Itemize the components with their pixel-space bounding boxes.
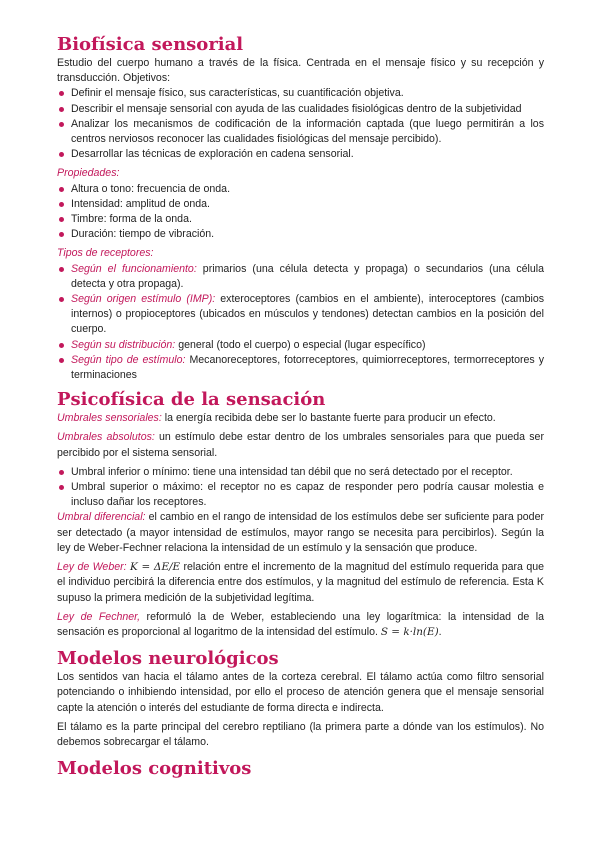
bullet-icon [59, 232, 64, 237]
list-item: Analizar los mecanismos de codificación de la información captada (que luego permitirán a los centros nerviosos reconocer las cualidades fisiológicas del mensaje percibido). [57, 117, 544, 147]
list-item: Timbre: forma de la onda. [57, 212, 544, 227]
neuro-paragraph-2: El tálamo es la parte principal del cerebro reptiliano (la primera parte a dónde van los estímulos). No debemos sobrecargar el tálamo. [57, 720, 544, 748]
properties-heading: Propiedades: [57, 167, 120, 180]
bullet-icon [59, 267, 64, 272]
bullet-icon [59, 297, 64, 302]
heading-biofisica: Biofísica sensorial [57, 34, 244, 55]
properties-list [57, 182, 544, 243]
absolutos-paragraph: Umbrales absolutos: un estímulo debe estar dentro de los umbrales sensoriales para que pueda ser percibido por el sistema sensorial. [57, 431, 544, 459]
weber-formula: K = ΔE/E [129, 561, 181, 574]
list-item: Describir el mensaje sensorial con ayuda de las cualidades fisiológicas dentro de la subjetividad [57, 102, 544, 117]
bullet-icon [59, 152, 64, 157]
bullet-icon [59, 122, 64, 127]
heading-psicofisica: Psicofísica de la sensación [57, 389, 326, 411]
bullet-icon [59, 107, 64, 112]
list-item: Altura o tono: frecuencia de onda. [57, 182, 544, 197]
biofisica-intro: Estudio del cuerpo humano a través de la física. Centrada en el mensaje físico y su recepción y transducción. Objetivos: [57, 57, 544, 85]
absolutos-list [57, 465, 544, 511]
bullet-icon [59, 202, 64, 207]
weber-paragraph: Ley de Weber: K = ΔE/E relación entre el incremento de la magnitud del estímulo requerida para que el individuo percibirá la diferencia entre dos estímulos, y la magnitud del estímulo de referencia. Esta K supuso la primera medición de la subjetividad legítima. [57, 561, 544, 604]
list-item: Intensidad: amplitud de onda. [57, 197, 544, 212]
list-item: Definir el mensaje físico, sus características, su cuantificación objetiva. [57, 86, 544, 101]
list-item: Duración: tiempo de vibración. [57, 227, 544, 242]
bullet-icon [59, 485, 64, 490]
bullet-icon [59, 358, 64, 363]
list-item: Según su distribución: general (todo el cuerpo) o especial (lugar específico) [57, 338, 544, 353]
bullet-icon [59, 217, 64, 222]
list-item: Umbral superior o máximo: el receptor no es capaz de responder pero podría causar molestia e incluso dañar los receptores. [57, 480, 544, 510]
heading-cognitivos: Modelos cognitivos [57, 758, 252, 780]
bullet-icon [59, 91, 64, 96]
receptors-heading: Tipos de receptores: [57, 247, 154, 260]
list-item: Según tipo de estímulo: Mecanoreceptores, fotorreceptores, quimiorreceptores, termorreceptores y terminaciones [57, 353, 544, 383]
bullet-icon [59, 470, 64, 475]
bullet-icon [59, 187, 64, 192]
neuro-paragraph-1: Los sentidos van hacia el tálamo antes de la corteza cerebral. El tálamo actúa como filtro sensorial potenciando o inhibiendo intensidad, por ello el proceso de atención genera que el mensaje sensorial capte la atención o interés del estudiante de forma directa e indirecta. [57, 671, 544, 714]
fechner-paragraph: Ley de Fechner, reformuló la de Weber, estableciendo una ley logarítmica: la intensidad de la sensación es proporcional al logaritmo de la intensidad del estímulo. S = k·ln(E). [57, 610, 544, 638]
document-page [57, 34, 544, 780]
heading-neurologicos: Modelos neurológicos [57, 648, 279, 670]
diferencial-paragraph: Umbral diferencial: el cambio en el rango de intensidad de los estímulos debe ser suficiente para poder ser detectado (a mayor intensidad de estímulos, mayor rango se necesita para percibirlos). Según la ley de Weber-Fechner relaciona la intensidad de un estímulo y la sensación que produce. [57, 511, 544, 554]
list-item: Desarrollar las técnicas de exploración en cadena sensorial. [57, 147, 544, 162]
bullet-icon [59, 343, 64, 348]
fechner-formula: S = k·ln(E) [380, 625, 439, 638]
list-item: Según el funcionamiento: primarios (una célula detecta y propaga) o secundarios (una célula detecta y otra propaga). [57, 262, 544, 292]
objectives-list [57, 86, 544, 162]
receptors-list [57, 262, 544, 384]
list-item: Según origen estímulo (IMP): exteroceptores (cambios en el ambiente), interoceptores (cambios internos) o propioceptores (ubicados en músculos y tendones) detectan cambios en la posición del cuerpo. [57, 292, 544, 338]
umbrales-paragraph: Umbrales sensoriales: la energía recibida debe ser lo bastante fuerte para producir un efecto. [57, 412, 496, 425]
list-item: Umbral inferior o mínimo: tiene una intensidad tan débil que no será detectado por el receptor. [57, 465, 544, 480]
